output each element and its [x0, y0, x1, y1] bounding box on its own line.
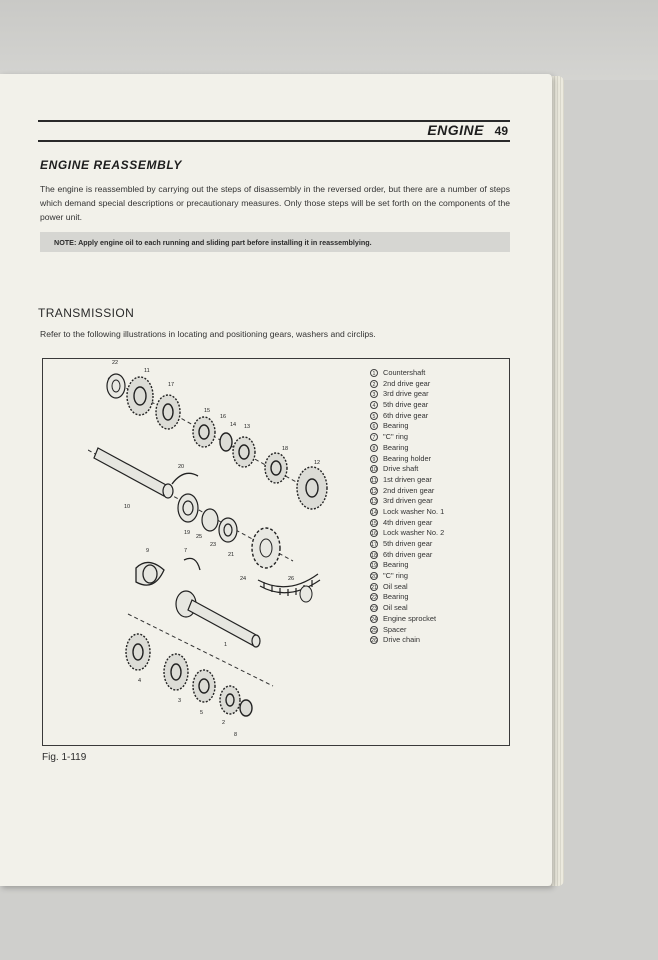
legend-label: Bearing [383, 592, 409, 602]
legend-label: Countershaft [383, 368, 426, 377]
legend-label: "C" ring [383, 432, 408, 442]
note-box [40, 232, 510, 252]
callout-25: 25 [196, 534, 203, 540]
bearing-part [107, 374, 125, 398]
legend-label: Drive chain [383, 635, 420, 645]
legend-item [370, 411, 444, 422]
gear-4 [126, 634, 150, 670]
legend-item [370, 625, 444, 636]
legend-item [370, 528, 444, 539]
legend-label: Spacer [383, 624, 407, 634]
legend-number: 17 [371, 542, 377, 548]
legend-number: 16 [371, 531, 377, 538]
legend-label: 4th driven gear [383, 517, 433, 527]
engine-sprocket [252, 528, 280, 568]
header-rule-bottom [38, 140, 510, 142]
legend-label: "C" ring [383, 571, 408, 581]
callout-4: 4 [138, 678, 142, 684]
legend-item [370, 571, 444, 582]
legend-label: 5th drive gear [383, 400, 429, 410]
legend-item [370, 592, 444, 603]
legend-label: 3rd driven gear [383, 496, 433, 506]
legend-label: 3rd drive gear [383, 389, 429, 399]
figure-caption: Fig. 1-119 [42, 752, 87, 763]
background [0, 0, 658, 80]
legend-label: Bearing [383, 442, 409, 452]
legend-item [370, 518, 444, 529]
legend-item [370, 464, 444, 475]
legend-label: 2nd driven gear [383, 485, 435, 495]
callout-24: 24 [240, 576, 247, 582]
washer-16 [220, 433, 232, 451]
legend-number: 15 [371, 520, 377, 527]
callout-9: 9 [146, 548, 150, 554]
legend-number: 8 [370, 444, 378, 452]
legend-number: 22 [371, 595, 377, 602]
legend-label: 2nd drive gear [383, 378, 431, 388]
drive-gear-stack [126, 634, 252, 716]
legend-number: 7 [370, 433, 378, 441]
callout-5: 5 [200, 710, 204, 716]
callout-11: 11 [144, 368, 150, 374]
legend-item [370, 432, 444, 443]
gear-17 [156, 395, 180, 429]
intro-paragraph: The engine is reassembled by carrying out the steps of disassembly in the reversed order, but there are a number of steps which demand special descriptions or precautionary measures. Only those steps will be set forth on the components of the power unit. [40, 184, 510, 222]
callout-2: 2 [222, 720, 226, 726]
legend-number: 3 [370, 390, 378, 398]
legend-label: Engine sprocket [383, 613, 436, 623]
legend-item [370, 603, 444, 614]
gear-2 [220, 686, 240, 714]
c-ring-20 [172, 473, 198, 484]
legend-label: Lock washer No. 1 [383, 506, 445, 516]
legend-number: 9 [370, 455, 378, 463]
callout-labels [112, 360, 320, 738]
callout-18: 18 [282, 446, 289, 452]
legend-number: 18 [371, 552, 377, 559]
callout-10: 10 [124, 504, 131, 510]
legend-item [370, 550, 444, 561]
callout-26: 26 [288, 576, 295, 582]
callout-23: 23 [210, 542, 217, 548]
gear-3 [164, 654, 188, 690]
transmission-text: Refer to the following illustrations in locating and positioning gears, washers and circlips. [40, 329, 376, 339]
legend-label: 6th drive gear [383, 410, 429, 420]
gear-12 [297, 467, 327, 509]
callout-8: 8 [234, 732, 238, 738]
callout-1: 1 [224, 642, 228, 648]
spacer-25 [300, 586, 312, 602]
gear-13 [233, 437, 255, 467]
gear-11 [127, 377, 153, 415]
legend-number: 2 [370, 380, 378, 388]
legend-item [370, 560, 444, 571]
manual-page [0, 74, 552, 886]
legend-number: 20 [371, 574, 377, 581]
legend-number: 14 [371, 509, 377, 516]
legend-number: 6 [370, 422, 378, 430]
legend-item [370, 368, 444, 379]
legend-number: 23 [371, 606, 377, 613]
legend-number: 12 [371, 488, 377, 495]
legend-label: Lock washer No. 2 [383, 528, 445, 538]
legend-number: 11 [371, 477, 377, 484]
callout-15: 15 [204, 408, 211, 414]
legend-item [370, 454, 444, 465]
legend-item [370, 486, 444, 497]
countershaft-part [176, 591, 260, 647]
legend-label: Drive shaft [383, 464, 419, 474]
callout-22: 22 [112, 360, 119, 366]
legend-number: 21 [371, 584, 377, 591]
legend-label: Bearing holder [383, 453, 432, 463]
legend-label: 1st driven gear [383, 474, 432, 484]
legend-number: 1 [370, 369, 378, 377]
legend-number: 4 [370, 401, 378, 409]
legend-item [370, 421, 444, 432]
legend-number: 13 [371, 499, 377, 506]
legend-number: 24 [371, 616, 377, 623]
callout-19: 19 [184, 530, 191, 536]
transmission-exploded-diagram [88, 356, 348, 746]
gear-18 [265, 453, 287, 483]
callout-21: 21 [228, 552, 235, 558]
legend-item [370, 582, 444, 593]
gear-15 [193, 417, 215, 447]
callout-7: 7 [184, 548, 188, 554]
legend-label: 5th driven gear [383, 539, 433, 548]
legend-number: 25 [371, 627, 377, 634]
callout-16: 16 [220, 414, 227, 420]
legend-item [370, 443, 444, 454]
callout-17: 17 [168, 382, 175, 388]
gear-5 [193, 670, 215, 702]
legend-number: 10 [371, 467, 377, 474]
legend-label: Bearing [383, 560, 409, 570]
section-title: ENGINE REASSEMBLY [40, 158, 182, 172]
legend-item [370, 379, 444, 390]
legend-item [370, 475, 444, 486]
callout-3: 3 [178, 698, 182, 704]
legend-item [370, 400, 444, 411]
parts-legend [370, 368, 444, 646]
callout-12: 12 [314, 460, 321, 466]
legend-label: Bearing [383, 421, 409, 431]
callout-20: 20 [178, 464, 185, 470]
transmission-title: TRANSMISSION [38, 306, 135, 320]
legend-label: Oil seal [383, 603, 408, 613]
legend-item [370, 496, 444, 507]
bearing-8 [240, 700, 252, 716]
legend-number: 26 [371, 638, 377, 645]
callout-14: 14 [230, 422, 237, 428]
legend-item [370, 539, 444, 550]
callout-13: 13 [244, 424, 251, 430]
bearing-holder-assembly [136, 558, 200, 585]
note-text: NOTE: Apply engine oil to each running and sliding part before installing it in reassemblying. [54, 238, 372, 247]
legend-item [370, 507, 444, 518]
legend-item [370, 389, 444, 400]
legend-item [370, 614, 444, 625]
legend-label: 6th driven gear [383, 549, 433, 559]
legend-number: 19 [371, 563, 377, 570]
header-title: ENGINE [427, 122, 484, 138]
legend-label: Oil seal [383, 581, 408, 591]
drive-shaft-part [94, 448, 198, 498]
page-number: 49 [494, 124, 508, 138]
legend-number: 5 [370, 412, 378, 420]
legend-item [370, 635, 444, 646]
